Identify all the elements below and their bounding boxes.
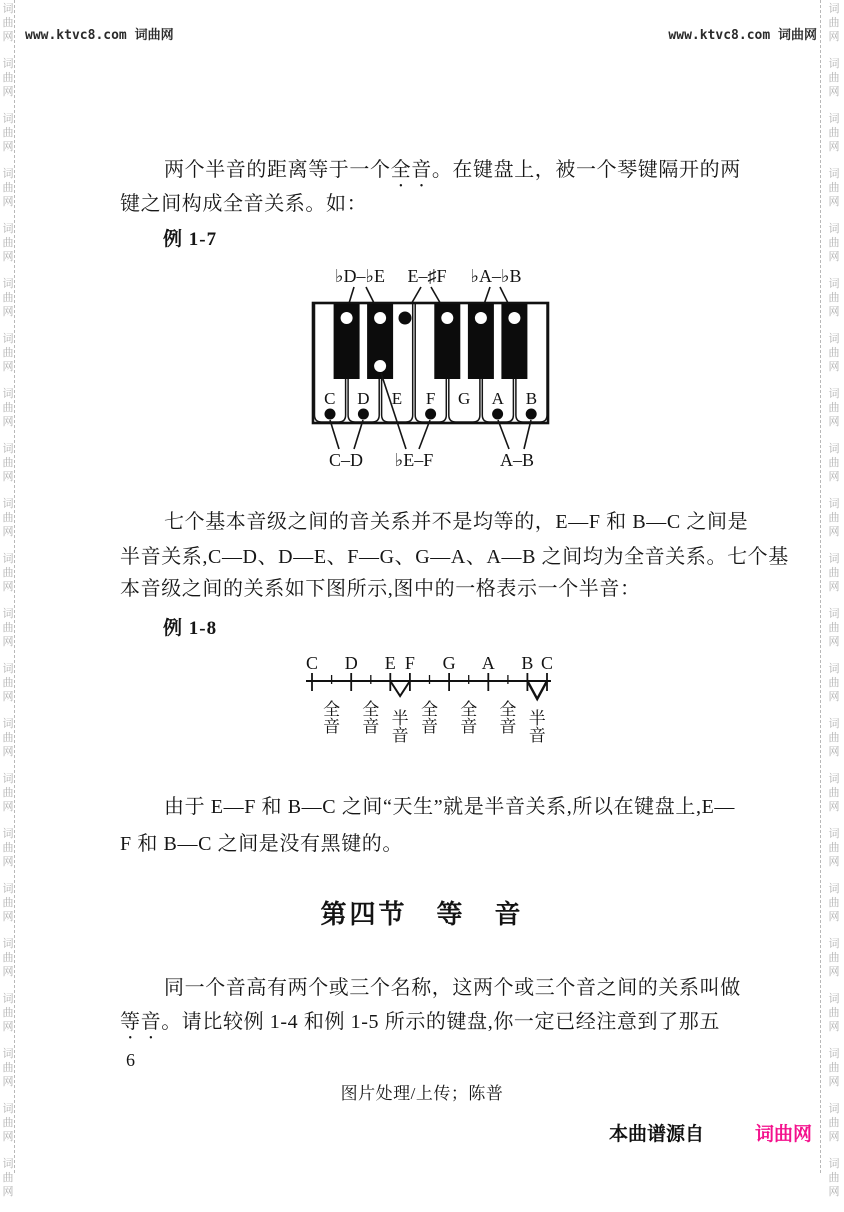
footer-site-name: 词曲网 <box>755 1124 813 1145</box>
dot-eb-lower <box>374 360 387 373</box>
semitone-v-ef <box>390 681 410 696</box>
key-letter-a: A <box>491 389 504 408</box>
note-c1: C <box>305 653 319 673</box>
right-dashed-rule <box>820 0 821 1173</box>
dot-bb <box>508 312 520 324</box>
note-g: G <box>442 653 456 673</box>
interval-label: 全 <box>362 700 380 719</box>
interval-label: 全 <box>323 700 341 719</box>
watermark-url-top-left: www.ktvc8.com 词曲网 <box>25 28 174 43</box>
p4-text-cont: 。请比较例 1-4 和例 1-5 所示的键盘,你一定已经注意到了那五 <box>161 1011 720 1033</box>
whole-tone-label-db-eb: ♭D–♭E <box>335 266 385 286</box>
interval-label: 音 <box>499 717 517 736</box>
paragraph2-line3: 本音级之间的关系如下图所示,图中的一格表示一个半音： <box>120 578 641 600</box>
note-c2: C <box>540 653 554 673</box>
dot-ab <box>475 312 487 324</box>
interval-note-letters <box>306 653 553 673</box>
fig-1-7-keyboard <box>290 255 570 480</box>
dot-e <box>399 312 412 325</box>
paragraph3-line2: F 和 B—C 之间是没有黑键的。 <box>120 833 404 855</box>
paragraph4-line1: 同一个音高有两个或三个名称，这两个或三个音之间的关系叫做 <box>164 977 741 999</box>
interval-label: 全 <box>499 700 517 719</box>
dot-c <box>325 409 336 420</box>
key-letter-e: E <box>391 389 403 408</box>
semitone-ticks <box>332 675 508 684</box>
dot-b <box>526 409 537 420</box>
interval-label: 音 <box>460 717 478 736</box>
whole-tone-label-c-d: C–D <box>328 450 364 470</box>
dot-db <box>341 312 353 324</box>
note-f: F <box>404 653 415 673</box>
interval-label: 音 <box>323 717 341 736</box>
interval-label: 全 <box>421 700 438 719</box>
right-watermark-column: 词 曲 网 词 曲 网 词 曲 网 词 曲 网 词 曲 网 词 曲 网 词 曲 网 词 曲 网 词 曲 网 词 曲 网 词 曲 网 词 曲 网 词 曲 网 词 曲 网 词 曲 网 词 曲 网 词 曲 网 词 曲 网 词 曲 网 词 曲 网 词 曲 网 词 曲 网 <box>828 2 840 1198</box>
footer-source-text: 本曲谱源自 <box>609 1124 705 1145</box>
dot-fsharp <box>441 312 453 324</box>
p1-text-cont: 。在键盘上，被一个琴键隔开的两 <box>431 159 741 181</box>
note-a: A <box>481 653 495 673</box>
interval-label-half: 音 <box>391 726 409 745</box>
interval-labels <box>323 700 546 745</box>
interval-label-half: 音 <box>528 726 546 745</box>
note-d: D <box>344 653 358 673</box>
p1-emphasized-term: 全音 <box>390 159 432 181</box>
paragraph3-line1: 由于 E—F 和 B—C 之间“天生”就是半音关系,所以在键盘上,E— <box>164 796 735 818</box>
whole-tone-label-a-b: A–B <box>499 450 535 470</box>
paragraph2-line2: 半音关系,C—D、D—E、F—G、G—A、A—B 之间均为全音关系。七个基 <box>120 546 789 568</box>
dot-d <box>358 409 369 420</box>
upload-credit: 图片处理/上传；陈普 <box>340 1084 504 1103</box>
p4-emphasized-term: 等音 <box>120 1011 162 1033</box>
interval-label-half: 半 <box>391 709 409 728</box>
fig-1-8-interval-diagram <box>290 645 570 760</box>
key-letter-g: G <box>458 389 471 408</box>
left-dashed-rule <box>14 0 15 1173</box>
dot-a <box>492 409 503 420</box>
paragraph2-line1: 七个基本音级之间的音关系并不是均等的，E—F 和 B—C 之间是 <box>164 511 749 533</box>
page-number: 6 <box>126 1050 135 1070</box>
note-b: B <box>521 653 534 673</box>
key-letter-c: C <box>324 389 336 408</box>
example-1-7-label: 例 1-7 <box>163 229 218 250</box>
key-letter-d: D <box>357 389 370 408</box>
p1-text: 两个半音的距离等于一个 <box>164 159 391 181</box>
whole-tone-label-e-fs: E–♯F <box>407 266 447 286</box>
interval-label: 全 <box>460 700 478 719</box>
interval-label: 音 <box>421 717 438 736</box>
paragraph1-line2: 键之间构成全音关系。如： <box>120 193 368 215</box>
note-e: E <box>384 653 396 673</box>
section-heading: 第四节 等 音 <box>320 900 524 929</box>
paragraph4-line2 <box>120 1005 760 1044</box>
dot-f <box>425 409 436 420</box>
dot-eb <box>374 312 386 324</box>
interval-label: 音 <box>362 717 380 736</box>
interval-label-half: 半 <box>528 709 546 728</box>
left-watermark-column: 词 曲 网 词 曲 网 词 曲 网 词 曲 网 词 曲 网 词 曲 网 词 曲 网 词 曲 网 词 曲 网 词 曲 网 词 曲 网 词 曲 网 词 曲 网 词 曲 网 词 曲 网 词 曲 网 词 曲 网 词 曲 网 词 曲 网 词 曲 网 词 曲 网 词 曲 网 <box>2 2 14 1198</box>
watermark-url-top-right: www.ktvc8.com 词曲网 <box>668 28 817 43</box>
whole-tone-label-ab-bb: ♭A–♭B <box>470 266 522 286</box>
example-1-8-label: 例 1-8 <box>163 618 218 639</box>
key-letter-b: B <box>525 389 538 408</box>
key-letter-f: F <box>425 389 436 408</box>
whole-tone-label-eb-f: ♭E–F <box>394 450 434 470</box>
semitone-v-bc <box>527 681 547 699</box>
